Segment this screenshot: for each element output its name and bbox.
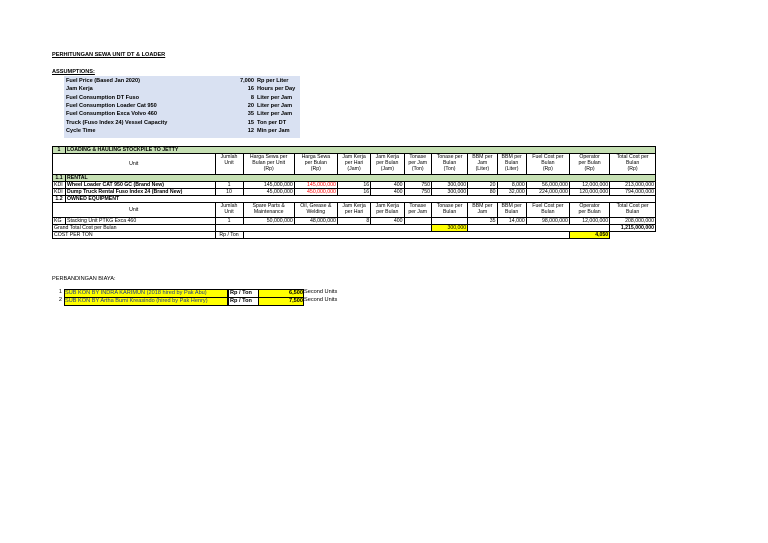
sub2-title: OWNED EQUIPMENT — [66, 196, 656, 203]
column-header-line: (Ton) — [411, 166, 424, 172]
assumption-unit: Liter per Jam — [257, 94, 293, 101]
table-cell: 10 — [215, 189, 243, 196]
cost-per-ton-unit: Rp / Ton — [215, 232, 243, 239]
sub2-no: 1.2 — [53, 196, 66, 203]
assumption-label: Truck (Fuso Index 24) Vessel Capacity — [66, 119, 168, 126]
column-header-line: Bulan — [541, 209, 555, 215]
column-header-line: (Liter) — [475, 166, 490, 172]
row-code: KDI — [53, 182, 66, 189]
table-cell: 1 — [215, 218, 243, 225]
column-header — [431, 203, 467, 218]
column-header-line: (Rp) — [263, 166, 274, 172]
comparison-heading: PERBANDINGAN BIAYA: — [52, 276, 116, 282]
assumption-label: Cycle Time — [66, 127, 96, 134]
assumption-unit: Ton per DT — [257, 119, 287, 126]
section-no: 1 — [53, 147, 66, 154]
assumption-row — [64, 120, 300, 128]
column-header-line: (Rp) — [627, 166, 638, 172]
unit-header-2: Unit — [53, 203, 216, 218]
table-cell: 300,000 — [431, 182, 467, 189]
column-header-line: Harga Sewa per — [249, 154, 288, 160]
table-cell: 32,000 — [497, 189, 526, 196]
comparison-label: SUB KON BY Artha Bumi Kreasindo (hired by Pak Henry) — [64, 297, 228, 306]
cost-per-ton-value: 4,050 — [569, 232, 609, 239]
column-header-line: Total Cost per — [616, 154, 649, 160]
assumption-row — [64, 111, 300, 119]
column-header — [294, 203, 337, 218]
table-cell — [431, 218, 467, 225]
comparison-no: 2 — [58, 297, 62, 303]
comparison-value: 7,500 — [258, 297, 304, 306]
assumption-value: 15 — [247, 119, 254, 126]
table-cell: 450,000,000 — [294, 189, 337, 196]
column-header-line: Tonase — [409, 154, 427, 160]
table-cell: 400 — [371, 182, 404, 189]
column-header-line: per Jam — [408, 209, 428, 215]
column-header-line: per Bulan — [578, 160, 601, 166]
table-row — [53, 189, 656, 196]
assumption-row — [64, 95, 300, 103]
column-header — [526, 154, 569, 175]
assumption-row — [64, 103, 300, 111]
column-header-line: Jam — [477, 160, 488, 166]
column-header — [215, 203, 243, 218]
table-cell: 50,000,000 — [243, 218, 294, 225]
row-name: Wheel Loader CAT 950 GC (Brand New) — [66, 182, 216, 189]
column-header — [337, 154, 370, 175]
column-header — [371, 203, 404, 218]
assumption-label: Fuel Consumption Loader Cat 950 — [66, 102, 157, 109]
assumption-value: 8 — [250, 94, 254, 101]
column-header-line: Bulan — [505, 160, 519, 166]
assumption-label: Jam Kerja — [66, 86, 93, 93]
table-cell — [404, 218, 431, 225]
table-cell: 145,000,000 — [294, 182, 337, 189]
column-header-line: Tonase per — [436, 154, 463, 160]
unit-header: Unit — [53, 154, 216, 175]
column-header-line: Oil, Grease & — [300, 203, 332, 209]
comparison-unit: Rp / Ton — [228, 297, 259, 306]
column-header — [431, 154, 467, 175]
column-header-line: BBM per — [472, 203, 493, 209]
column-header-line: Operator — [579, 154, 600, 160]
assumption-row — [64, 128, 300, 136]
column-header-line: (Ton) — [443, 166, 456, 172]
column-header-line: Bulan — [541, 160, 555, 166]
table-cell: 750 — [404, 189, 431, 196]
assumption-unit: Liter per Jam — [257, 111, 293, 118]
table-row — [53, 182, 656, 189]
table-cell: 12,000,000 — [569, 182, 609, 189]
table-cell: 98,000,000 — [526, 218, 569, 225]
table-row — [53, 218, 656, 225]
row-name: Stacking Unit PTKG Exca 460 — [66, 218, 216, 225]
column-header-line: Fuel Cost per — [532, 203, 564, 209]
column-header — [610, 154, 656, 175]
column-header — [468, 154, 497, 175]
column-header-line: Tonase per — [436, 203, 463, 209]
column-header-line: Bulan — [625, 160, 640, 166]
table-cell: 794,000,000 — [610, 189, 656, 196]
column-header-line: Bulan — [442, 160, 457, 166]
sub1-title: RENTAL — [66, 175, 656, 182]
page-title: PERHITUNGAN SEWA UNIT DT & LOADER — [52, 52, 166, 58]
column-header-line: Jumlah — [220, 154, 238, 160]
sub1-no: 1.1 — [53, 175, 66, 182]
table-cell: 213,000,000 — [610, 182, 656, 189]
column-header-line: Bulan — [625, 209, 640, 215]
comparison-note: Second Units — [304, 297, 338, 303]
column-header — [215, 154, 243, 175]
assumption-row — [64, 78, 300, 86]
table-cell: 145,000,000 — [243, 182, 294, 189]
table-cell: 1 — [215, 182, 243, 189]
column-header-line: Fuel Cost per — [532, 154, 564, 160]
column-header-line: Jam Kerja — [342, 203, 366, 209]
assumption-row — [64, 86, 300, 94]
column-header-line: BBM per — [472, 154, 493, 160]
assumption-label: Fuel Consumption Exca Volvo 460 — [66, 111, 157, 118]
assumption-unit: Rp per Liter — [257, 78, 289, 84]
column-header-line: Jam Kerja — [375, 154, 400, 160]
column-header-line: Total Cost per — [616, 203, 649, 209]
table-cell: 16 — [337, 189, 370, 196]
table-cell: 400 — [371, 189, 404, 196]
assumption-value: 12 — [247, 127, 254, 134]
assumptions-heading: ASSUMPTIONS: — [52, 69, 95, 75]
column-header — [371, 154, 404, 175]
table-cell: 45,000,000 — [243, 189, 294, 196]
assumption-value: 7,000 — [240, 78, 254, 84]
comparison-unit: Rp / Ton — [228, 289, 259, 298]
column-header-line: Jam — [477, 209, 488, 215]
column-header-line: per Bulan — [304, 160, 327, 166]
column-header-line: Maintenance — [253, 209, 284, 215]
table-cell: 224,000,000 — [526, 189, 569, 196]
table-cell: 20 — [468, 182, 497, 189]
grand-total-tonase: 300,000 — [431, 225, 467, 232]
grand-total-label: Grand Total Cost per Bulan — [53, 225, 216, 232]
column-header-line: per Bulan — [376, 160, 399, 166]
comparison-label: SUB KON BY INDRA KARIMUN (2018 hired by Pak Abu) — [64, 289, 228, 298]
column-header-line: (Rp) — [584, 166, 595, 172]
column-header-line: (Jam) — [380, 166, 394, 172]
comparison-no: 1 — [58, 289, 62, 295]
cost-table — [52, 146, 656, 239]
column-header-line: Jam Kerja — [375, 203, 400, 209]
table-cell: 35 — [468, 218, 497, 225]
assumption-label: Fuel Consumption DT Fuso — [66, 94, 140, 101]
column-header-line: Harga Sewa — [301, 154, 331, 160]
assumption-value: 35 — [247, 111, 254, 118]
column-header-line: (Liter) — [504, 166, 519, 172]
table-cell: 12,000,000 — [569, 218, 609, 225]
table-cell: 48,000,000 — [294, 218, 337, 225]
column-header — [243, 203, 294, 218]
column-header-line: Bulan — [442, 209, 457, 215]
table-cell: 16 — [337, 182, 370, 189]
assumptions-box — [64, 76, 300, 138]
table-cell: 300,000 — [431, 189, 467, 196]
grand-total-value: 1,215,000,000 — [610, 225, 656, 232]
table-cell: 400 — [371, 218, 404, 225]
table-cell: 750 — [404, 182, 431, 189]
row-code: KG — [53, 218, 66, 225]
column-header — [610, 203, 656, 218]
column-header-line: (Rp) — [310, 166, 321, 172]
table-cell: 120,000,000 — [569, 189, 609, 196]
column-header — [468, 203, 497, 218]
column-header-line: Bulan per Unit — [252, 160, 286, 166]
assumption-value: 16 — [247, 86, 254, 93]
column-header-line: Unit — [224, 160, 234, 166]
column-header — [243, 154, 294, 175]
comparison-value: 6,500 — [258, 289, 304, 298]
row-code: KDI — [53, 189, 66, 196]
column-header-line: Welding — [306, 209, 326, 215]
cost-per-ton-label: COST PER TON — [53, 232, 216, 239]
column-header — [294, 154, 337, 175]
table-cell: 80 — [468, 189, 497, 196]
column-header-line: Spare Parts & — [252, 203, 285, 209]
column-header — [404, 203, 431, 218]
column-header-line: Unit — [224, 209, 234, 215]
comparison-row — [52, 297, 352, 305]
column-header — [569, 203, 609, 218]
column-header-line: (Rp) — [542, 166, 553, 172]
column-header-line: per Hari — [344, 209, 364, 215]
table-cell: 14,000 — [497, 218, 526, 225]
column-header-line: Operator — [579, 203, 600, 209]
table-cell: 8 — [337, 218, 370, 225]
column-header — [404, 154, 431, 175]
column-header — [497, 203, 526, 218]
column-header-line: per Bulan — [376, 209, 399, 215]
column-header — [526, 203, 569, 218]
assumption-label: Fuel Price (Based Jan 2020) — [66, 78, 140, 84]
assumption-unit: Min per Jam — [257, 127, 290, 134]
column-header-line: Bulan — [505, 209, 519, 215]
column-header — [497, 154, 526, 175]
table-cell: 8,000 — [497, 182, 526, 189]
column-header-line: Tonase — [409, 203, 427, 209]
section-title: LOADING & HAULING STOCKPILE TO JETTY — [66, 147, 656, 154]
column-header-line: per Hari — [344, 160, 364, 166]
column-header-line: Jumlah — [220, 203, 238, 209]
column-header-line: per Jam — [408, 160, 428, 166]
column-header-line: per Bulan — [578, 209, 601, 215]
table-cell: 208,000,000 — [610, 218, 656, 225]
assumption-unit: Hours per Day — [257, 86, 296, 93]
assumption-value: 20 — [247, 102, 254, 109]
row-name: Dump Truck Rental Fuso Index 24 (Brand New) — [66, 189, 216, 196]
column-header-line: BBM per — [501, 154, 522, 160]
column-header — [337, 203, 370, 218]
column-header — [569, 154, 609, 175]
assumption-unit: Liter per Jam — [257, 102, 293, 109]
column-header-line: (Jam) — [347, 166, 361, 172]
column-header-line: BBM per — [501, 203, 522, 209]
comparison-note: Second Units — [304, 289, 338, 295]
column-header-line: Jam Kerja — [342, 154, 366, 160]
table-cell: 56,000,000 — [526, 182, 569, 189]
comparison-row — [52, 289, 352, 297]
